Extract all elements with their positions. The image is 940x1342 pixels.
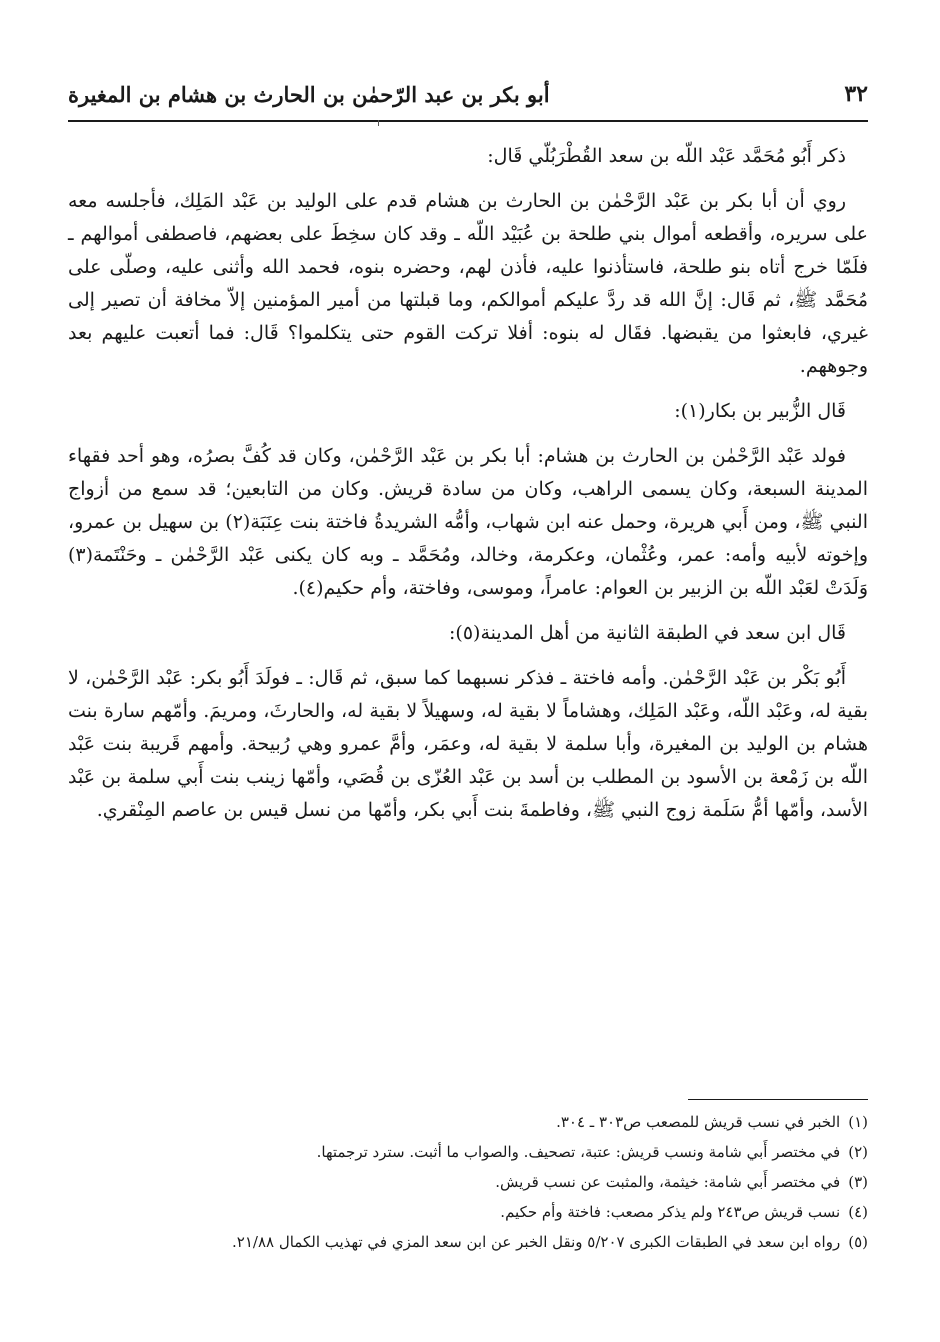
footnote-text: الخبر في نسب قريش للمصعب ص٣٠٣ ـ ٣٠٤. (556, 1113, 841, 1131)
paragraph-5: قَال ابن سعد في الطبقة الثانية من أهل المدينة(٥): (448, 622, 846, 644)
footnote-rule (688, 1099, 868, 1100)
scan-mark (378, 120, 379, 126)
page-number: ٣٢ (844, 81, 868, 107)
footnote-number: (١) (848, 1113, 868, 1131)
body-text (68, 140, 868, 839)
paragraph-1: ذكر أَبُو مُحَمَّد عَبْد اللّه بن سعد القُطْرَبُلّي قَال: (487, 145, 846, 167)
footnote-number: (٢) (848, 1143, 868, 1161)
footnote-1 (68, 1107, 868, 1137)
footnote-number: (٣) (848, 1173, 868, 1191)
footnote-4 (68, 1197, 868, 1227)
header-rule (68, 120, 868, 122)
footnote-text: في مختصر أَبي شامة ونسب قريش: عتبة، تصحيف. والصواب ما أثبت. سترد ترجمتها. (316, 1143, 841, 1161)
paragraph-3: قَال الزُّبير بن بكار(١): (674, 400, 846, 422)
footnotes (68, 1107, 868, 1257)
footnote-3 (68, 1167, 868, 1197)
running-title: أبو بكر بن عبد الرّحمٰن بن الحارث بن هشام بن المغيرة (68, 81, 550, 107)
footnote-text: رواه ابن سعد في الطبقات الكبرى ٥/٢٠٧ ونقل الخبر عن ابن سعد المزي في تهذيب الكمال ٢١/٨٨. (232, 1233, 841, 1251)
paragraph-2: روي أن أبا بكر بن عَبْد الرَّحْمٰن بن الحارث بن هشام قدم على الوليد بن عَبْد المَلِك، فأجلسه معه على سريره، وأقطعه أموال بني طلحة بن عُبَيْد اللّه ـ وقد كان سخِطَ على بعضهم، فاصطفى أموالهم ـ فلَمّا خرج أتاه بنو طلحة، فاستأذنوا عليه، فأذن لهم، وحضره بنوه، فحمد الله وأثنى عليه، وصلّى على مُحَمَّد ﷺ، ثم قَال: إنَّ الله قد ردَّ عليكم أموالكم، وما قبلتها من أمير المؤمنين إلاّ مخافة أن تصير إلى غيري، فابعثوا من يقبضها. فقَال له بنوه: أفلا تركت القوم حتى يتكلموا؟ قَال: فما أتعبت عليهم بعد وجوههم. (68, 190, 868, 377)
paragraph-4: فولد عَبْد الرَّحْمٰن بن الحارث بن هشام: أبا بكر بن عَبْد الرَّحْمٰن، وكان قد كُفَّ بصرُه، وهو أحد فقهاء المدينة السبعة، وكان يسمى الراهب، وكان من سادة قريش. وكان من التابعين؛ قد سمع من أزواج النبي ﷺ، ومن أَبي هريرة، وحمل عنه ابن شهاب، وأمُّه الشريدةُ فاختة بنت عِنَبَة(٢) بن سهيل بن عمرو، وإخوته لأبيه وأمه: عمر، وعُثْمان، وعكرمة، وخالد، ومُحَمَّد ـ وبه كان يكنى عَبْد الرَّحْمٰن ـ وحَنْتَمة(٣) وَلَدَتْ لعَبْد اللّه بن الزبير بن العوام: عامراً، وموسى، وفاختة، وأم حكيم(٤). (68, 445, 868, 599)
paragraph-6: أَبُو بَكْر بن عَبْد الرَّحْمٰن. وأمه فاختة ـ فذكر نسبهما كما سبق، ثم قَال: ـ فولَدَ أَبُو بكر: عَبْد الرَّحْمٰن، لا بقية له، وعَبْد اللّه، وعَبْد المَلِك، وهشاماً لا بقية له، وسهيلاً لا بقية له، والحارثَ، ومريمَ. وأمّهم سارة بنت هشام بن الوليد بن المغيرة، وأبا سلمة لا بقية له، وعمَر، وأمَّ عمرو وهي رُبيحة. وأمهم قَريبة بنت عَبْد اللّه بن زَمْعة بن الأسود بن المطلب بن أسد بن عَبْد العُزّى بن قُصَي، وأمّها زينب بنت أَبي سلمة بن عَبْد الأسد، وأمّها أمُّ سَلَمة زوج النبي ﷺ، وفاطمةَ بنت أَبي بكر، وأمّها من نسل قيس بن عاصم المِنْقري. (68, 667, 868, 821)
footnote-text: نسب قريش ص٢٤٣ ولم يذكر مصعب: فاختة وأم حكيم. (500, 1203, 841, 1221)
footnote-2 (68, 1137, 868, 1167)
page-header (68, 72, 868, 116)
footnote-number: (٤) (848, 1203, 868, 1221)
footnote-number: (٥) (848, 1233, 868, 1251)
footnote-text: في مختصر أَبي شامة: خيثمة، والمثبت عن نسب قريش. (495, 1173, 841, 1191)
footnote-5 (68, 1227, 868, 1257)
